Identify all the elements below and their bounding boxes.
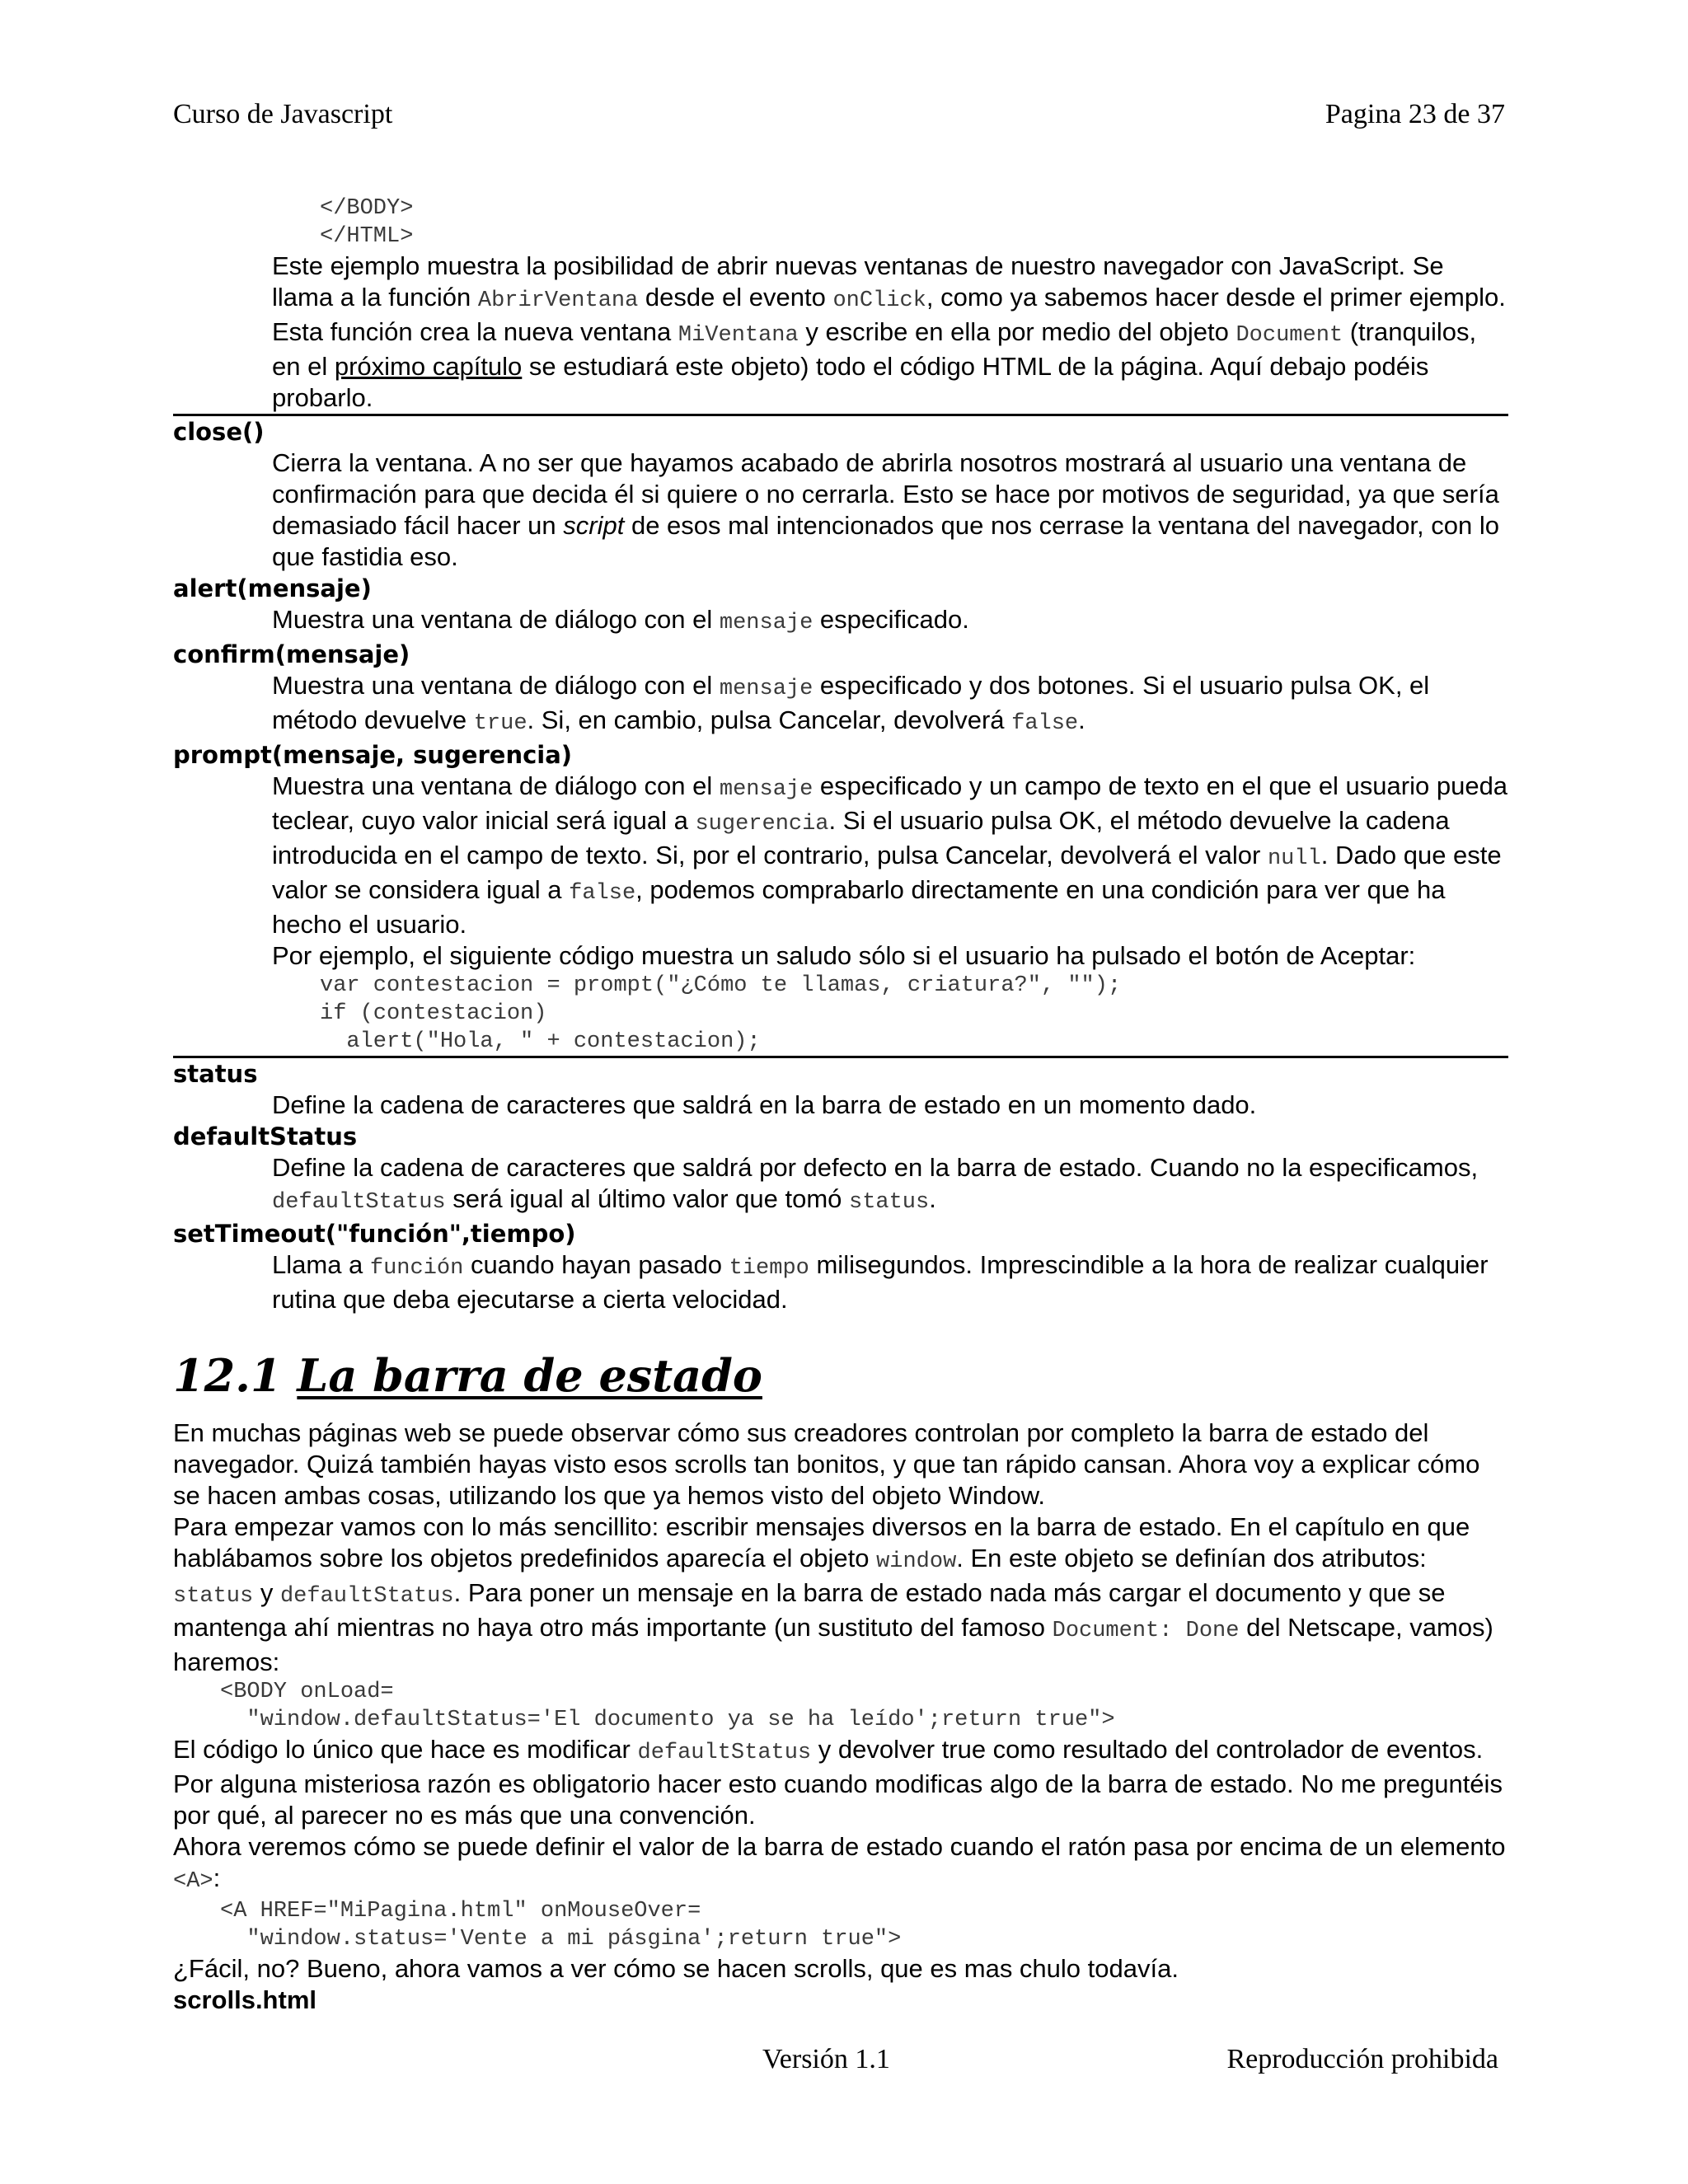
section-paragraph: Ahora veremos cómo se puede definir el valor de la barra de estado cuando el ratón pasa por encima de un elemento <A>: xyxy=(173,1832,1506,1894)
prompt-example-intro: Por ejemplo, el siguiente código muestra un saludo sólo si el usuario ha pulsado el botón de Aceptar: xyxy=(272,941,1416,970)
code-line: <BODY onLoad= xyxy=(220,1680,394,1704)
code-line: <A HREF="MiPagina.html" onMouseOver= xyxy=(220,1899,701,1924)
desc-settimeout: Llama a función cuando hayan pasado tiempo milisegundos. Imprescindible a la hora de realizar cualquier rutina que deba ejecutarse a cierta velocidad. xyxy=(272,1250,1489,1314)
header-course-title: Curso de Javascript xyxy=(173,99,393,129)
inline-code: defaultStatus xyxy=(272,1190,446,1215)
inline-code: <A> xyxy=(173,1869,213,1894)
desc-defaultstatus: Define la cadena de caracteres que saldrá por defecto en la barra de estado. Cuando no la especificamos, defaultStatus será igual al último valor que tomó status. xyxy=(272,1153,1479,1215)
desc-prompt: Muestra una ventana de diálogo con el mensaje especificado y un campo de texto en el que el usuario pueda teclear, cuyo valor inicial será igual a sugerencia. Si el usuario pulsa OK, el método devuelve la cadena introducida en el campo de texto. Si, por el contrario, pulsa Cancelar, devolverá el valor null. Dado que este valor se considera igual a false, podemos comprabarlo directamente en una condición para ver que ha hecho el usuario. xyxy=(272,771,1508,939)
code-line: alert("Hola, " + contestacion); xyxy=(320,1029,761,1054)
term-settimeout: setTimeout("función",tiempo) xyxy=(173,1220,576,1248)
code-line: "window.status='Vente a mi pásgina';return true"> xyxy=(220,1927,902,1952)
desc-alert: Muestra una ventana de diálogo con el mensaje especificado. xyxy=(272,605,969,635)
code-line: "window.defaultStatus='El documento ya se ha leído';return true"> xyxy=(220,1708,1115,1732)
inline-code: Document xyxy=(1236,323,1343,348)
desc-status: Define la cadena de caracteres que saldrá en la barra de estado en un momento dado. xyxy=(272,1090,1257,1119)
section-number: 12.1 xyxy=(173,1349,282,1402)
code-line: </HTML> xyxy=(320,224,414,249)
term-close: close() xyxy=(173,418,265,446)
intro-paragraph: Este ejemplo muestra la posibilidad de abrir nuevas ventanas de nuestro navegador con JavaScript. Se llama a la función AbrirVentana desde el evento onClick, como ya sabemos hacer desde el primer ejemplo. Esta función crea la nueva ventana MiVentana y escribe en ella por medio del objeto Document (tranquilos, en el próximo capítulo se estudiará este objeto) todo el código HTML de la página. Aquí debajo podéis probarlo. xyxy=(272,251,1506,412)
inline-code: window xyxy=(876,1549,957,1574)
inline-code: false xyxy=(569,881,636,906)
inline-code: mensaje xyxy=(719,611,814,635)
section-paragraph: ¿Fácil, no? Bueno, ahora vamos a ver cómo se hacen scrolls, que es mas chulo todavía. xyxy=(173,1954,1179,1983)
inline-code: mensaje xyxy=(719,777,814,802)
inline-code: sugerencia xyxy=(695,812,829,837)
next-chapter-link[interactable]: próximo capítulo xyxy=(334,352,523,381)
term-status: status xyxy=(173,1060,258,1088)
desc-close: Cierra la ventana. A no ser que hayamos acabado de abrirla nosotros mostrará al usuario una ventana de confirmación para que decida él si quiere o no cerrarla. Esto se hace por motivos de seguridad, ya que sería demasiado fácil hacer un script de esos mal intencionados que nos cerrase la ventana del navegador, con lo que fastidia eso. xyxy=(272,448,1499,571)
inline-code: mensaje xyxy=(719,677,814,701)
inline-code: función xyxy=(369,1256,464,1281)
inline-code: Document: Done xyxy=(1052,1619,1240,1643)
section-title: La barra de estado xyxy=(297,1349,762,1402)
section-paragraph: En muchas páginas web se puede observar cómo sus creadores controlan por completo la barra de estado del navegador. Quizá también hayas visto esos scrolls tan bonitos, y que tan rápido cansan. Ahora voy a explicar cómo se hacen ambas cosas, utilizando los que ya hemos visto del objeto Window. xyxy=(173,1418,1480,1510)
page-content xyxy=(173,194,1508,2016)
inline-code: defaultStatus xyxy=(637,1741,812,1765)
inline-code: onClick xyxy=(832,288,926,313)
code-line: </BODY> xyxy=(320,196,414,221)
footer-version: Versión 1.1 xyxy=(762,2044,890,2074)
term-prompt: prompt(mensaje, sugerencia) xyxy=(173,741,573,769)
header-page-number: Pagina 23 de 37 xyxy=(1325,99,1505,129)
section-paragraph: El código lo único que hace es modificar defaultStatus y devolver true como resultado del controlador de eventos. Por alguna misteriosa razón es obligatorio hacer esto cuando modificas algo de la barra de estado. No me preguntéis por qué, al parecer no es más que una convención. xyxy=(173,1735,1503,1830)
inline-code: false xyxy=(1011,711,1079,736)
term-confirm: confirm(mensaje) xyxy=(173,640,410,668)
inline-code: AbrirVentana xyxy=(477,288,639,313)
inline-code: status xyxy=(849,1190,930,1215)
inline-code: tiempo xyxy=(729,1256,809,1281)
file-name-label: scrolls.html xyxy=(173,1985,316,2014)
inline-code: null xyxy=(1267,846,1321,871)
section-heading xyxy=(173,1347,1508,1404)
inline-code: defaultStatus xyxy=(279,1584,454,1609)
term-alert: alert(mensaje) xyxy=(173,574,372,602)
code-line: if (contestacion) xyxy=(320,1001,547,1026)
inline-code: true xyxy=(473,711,528,736)
code-line: var contestacion = prompt("¿Cómo te llamas, criatura?", ""); xyxy=(320,973,1122,998)
inline-code: status xyxy=(173,1584,254,1609)
term-defaultstatus: defaultStatus xyxy=(173,1122,358,1151)
section-paragraph: Para empezar vamos con lo más sencillito: escribir mensajes diversos en la barra de estado. En el capítulo en que hablábamos sobre los objetos predefinidos aparecía el objeto window. En este objeto se definían dos atributos: status y defaultStatus. Para poner un mensaje en la barra de estado nada más cargar el documento y que se mantenga ahí mientras no haya otro más importante (un sustituto del famoso Document: Done del Netscape, vamos) haremos: xyxy=(173,1512,1493,1676)
desc-confirm: Muestra una ventana de diálogo con el mensaje especificado y dos botones. Si el usuario pulsa OK, el método devuelve true. Si, en cambio, pulsa Cancelar, devolverá false. xyxy=(272,671,1430,736)
footer-notice: Reproducción prohibida xyxy=(1226,2044,1498,2074)
inline-code: MiVentana xyxy=(678,323,799,348)
